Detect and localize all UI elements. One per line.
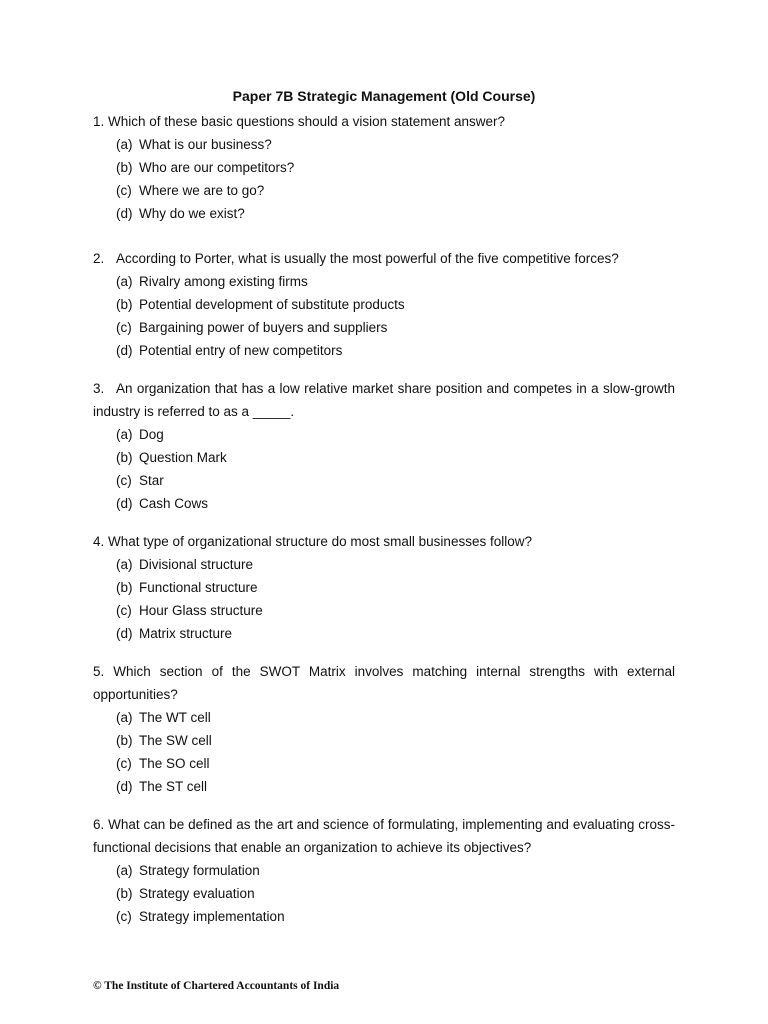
option-d — [116, 339, 675, 362]
option-text: The SW cell — [139, 733, 212, 748]
option-list — [93, 423, 675, 515]
option-text: Functional structure — [139, 580, 258, 595]
question-number: 5. — [93, 664, 105, 679]
page-title: Paper 7B Strategic Management (Old Course) — [232, 88, 536, 104]
question-5 — [93, 660, 675, 798]
question-text — [93, 110, 675, 133]
option-letter: (a) — [116, 710, 133, 725]
option-text: What is our business? — [139, 137, 272, 152]
option-b — [116, 293, 675, 316]
option-text: Strategy formulation — [139, 863, 260, 878]
option-c — [116, 179, 675, 202]
option-c — [116, 752, 675, 775]
question-1 — [93, 110, 675, 225]
option-text: Rivalry among existing firms — [139, 274, 308, 289]
option-letter: (a) — [116, 137, 133, 152]
option-d — [116, 775, 675, 798]
copyright-footer: © The Institute of Chartered Accountants of India — [93, 980, 340, 992]
option-letter: (b) — [116, 160, 133, 175]
option-c — [116, 316, 675, 339]
question-body: What can be defined as the art and science of formulating, implementing and evaluating cross-functional decisions that enable an organization to achieve its objectives? — [93, 817, 675, 855]
option-text: The SO cell — [139, 756, 210, 771]
question-number: 2. — [93, 251, 105, 266]
question-text — [93, 660, 675, 706]
option-text: Bargaining power of buyers and suppliers — [139, 320, 388, 335]
question-text — [93, 813, 675, 859]
option-letter: (d) — [116, 626, 133, 641]
question-body: Which section of the SWOT Matrix involves matching internal strengths with external opportunities? — [93, 664, 675, 702]
option-text: Question Mark — [139, 450, 227, 465]
question-text — [93, 377, 675, 423]
option-c — [116, 905, 675, 928]
option-letter: (d) — [116, 343, 133, 358]
option-letter: (b) — [116, 450, 133, 465]
option-letter: (b) — [116, 297, 133, 312]
option-list — [93, 706, 675, 798]
option-text: Who are our competitors? — [139, 160, 295, 175]
option-d — [116, 492, 675, 515]
question-body: According to Porter, what is usually the most powerful of the five competitive forces? — [116, 251, 619, 266]
question-list — [93, 110, 675, 928]
option-d — [116, 622, 675, 645]
option-text: Strategy evaluation — [139, 886, 255, 901]
option-letter: (c) — [116, 909, 132, 924]
question-text — [93, 530, 675, 553]
question-number: 6. — [93, 817, 105, 832]
question-text — [93, 247, 675, 270]
question-4 — [93, 530, 675, 645]
option-text: Divisional structure — [139, 557, 254, 572]
question-body: An organization that has a low relative market share position and competes in a slow-growth industry is referred to as a _____. — [93, 381, 675, 419]
option-list — [93, 270, 675, 362]
option-a — [116, 553, 675, 576]
option-text: Matrix structure — [139, 626, 233, 641]
option-letter: (b) — [116, 580, 133, 595]
option-text: Cash Cows — [139, 496, 209, 511]
option-a — [116, 859, 675, 882]
option-letter: (c) — [116, 603, 132, 618]
question-2 — [93, 247, 675, 362]
option-c — [116, 599, 675, 622]
option-letter: (c) — [116, 320, 132, 335]
option-b — [116, 446, 675, 469]
option-a — [116, 423, 675, 446]
option-d — [116, 202, 675, 225]
option-letter: (c) — [116, 183, 132, 198]
option-letter: (a) — [116, 557, 133, 572]
option-letter: (a) — [116, 274, 133, 289]
option-letter: (a) — [116, 427, 133, 442]
question-number: 1. — [93, 114, 105, 129]
option-b — [116, 576, 675, 599]
option-b — [116, 729, 675, 752]
option-a — [116, 270, 675, 293]
option-b — [116, 882, 675, 905]
option-text: The ST cell — [139, 779, 208, 794]
option-a — [116, 706, 675, 729]
question-body: Which of these basic questions should a vision statement answer? — [108, 114, 505, 129]
question-6 — [93, 813, 675, 928]
option-letter: (c) — [116, 756, 132, 771]
option-list — [93, 859, 675, 928]
option-text: The WT cell — [139, 710, 211, 725]
option-list — [93, 133, 675, 225]
option-list — [93, 553, 675, 645]
option-text: Star — [139, 473, 164, 488]
question-number: 4. — [93, 534, 105, 549]
option-text: Hour Glass structure — [139, 603, 263, 618]
option-letter: (c) — [116, 473, 132, 488]
option-letter: (b) — [116, 733, 133, 748]
option-b — [116, 156, 675, 179]
question-body: What type of organizational structure do most small businesses follow? — [108, 534, 532, 549]
option-text: Dog — [139, 427, 164, 442]
question-3 — [93, 377, 675, 515]
option-letter: (d) — [116, 206, 133, 221]
question-number: 3. — [93, 381, 105, 396]
option-c — [116, 469, 675, 492]
option-text: Potential development of substitute products — [139, 297, 405, 312]
option-text: Why do we exist? — [139, 206, 245, 221]
option-text: Potential entry of new competitors — [139, 343, 343, 358]
option-letter: (a) — [116, 863, 133, 878]
option-a — [116, 133, 675, 156]
option-text: Where we are to go? — [139, 183, 265, 198]
option-letter: (d) — [116, 496, 133, 511]
option-letter: (d) — [116, 779, 133, 794]
option-text: Strategy implementation — [139, 909, 285, 924]
option-letter: (b) — [116, 886, 133, 901]
